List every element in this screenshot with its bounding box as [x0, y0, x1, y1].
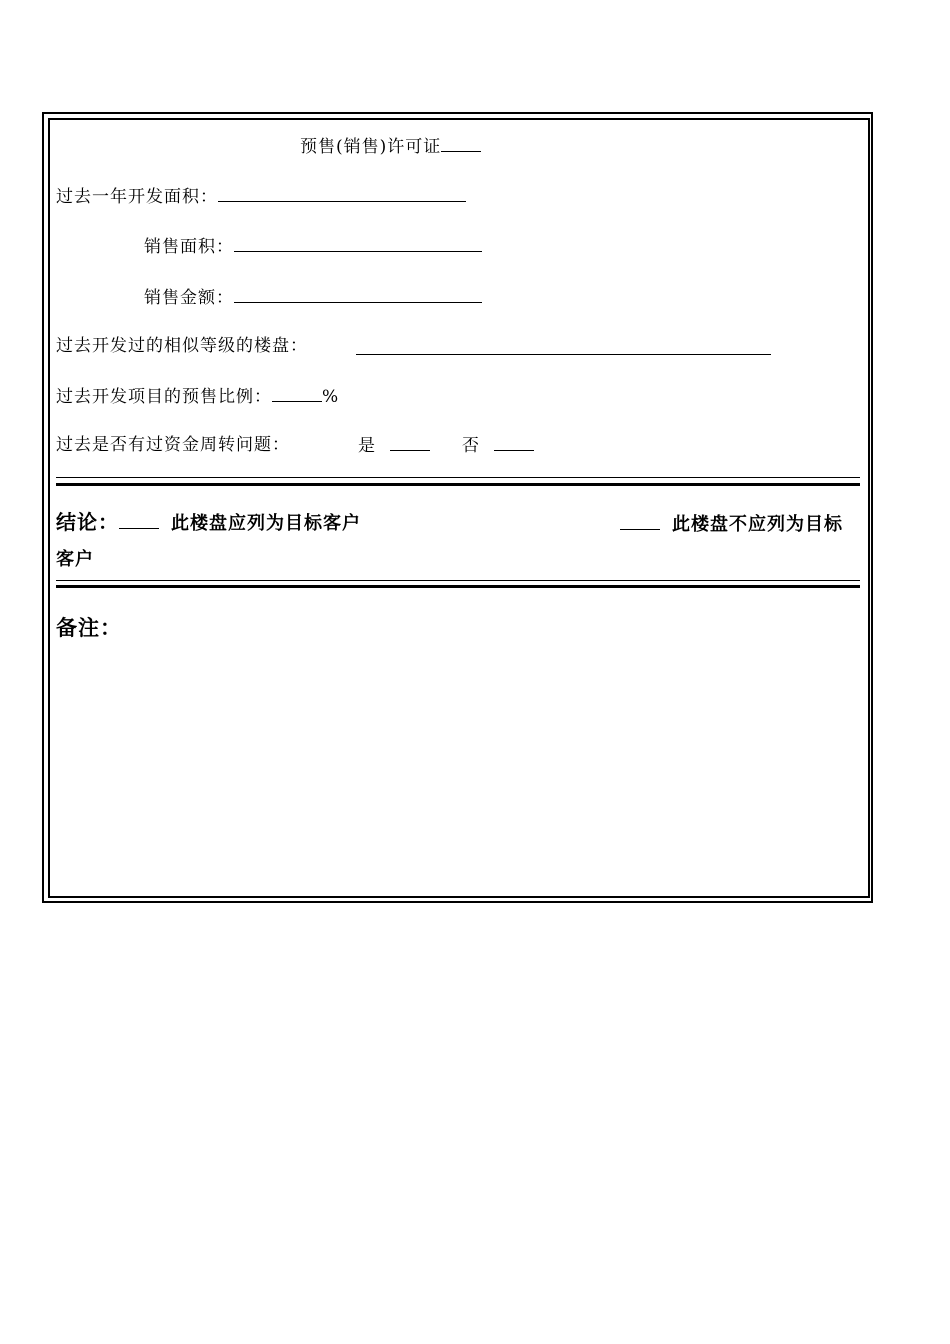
dev-area-blank[interactable]	[218, 186, 466, 202]
sales-amount-label: 销售金额：	[144, 288, 234, 308]
similar-projects-blank[interactable]	[356, 339, 771, 355]
similar-projects-label: 过去开发过的相似等级的楼盘：	[56, 336, 308, 356]
yes-blank[interactable]	[390, 435, 430, 451]
remarks-label: 备注：	[56, 615, 122, 640]
yes-option	[358, 435, 430, 456]
dev-area-row	[56, 186, 466, 207]
conclusion-wrap-row	[56, 550, 94, 570]
conclusion-option-no: 此楼盘不应列为目标	[672, 514, 843, 535]
divider-thick-2	[56, 585, 860, 588]
remarks-row	[56, 616, 122, 640]
permit-row	[300, 136, 481, 157]
no-option	[462, 435, 534, 456]
conclusion-option-no-wrap: 客户	[56, 549, 94, 570]
presale-ratio-label: 过去开发项目的预售比例：	[56, 387, 272, 407]
conclusion-no-row	[620, 514, 843, 535]
percent-sign: %	[322, 387, 340, 407]
sales-area-row	[144, 236, 482, 257]
sales-area-blank[interactable]	[234, 236, 482, 252]
remarks-area[interactable]	[56, 648, 860, 888]
conclusion-no-blank[interactable]	[620, 514, 660, 530]
no-label: 否	[462, 436, 480, 456]
cashflow-label: 过去是否有过资金周转问题：	[56, 435, 290, 455]
sales-area-label: 销售面积：	[144, 237, 234, 257]
permit-blank[interactable]	[441, 136, 481, 152]
yes-label: 是	[358, 436, 376, 456]
divider-thick-1	[56, 483, 860, 486]
similar-projects-row	[56, 336, 308, 356]
divider-thin-1	[56, 477, 860, 478]
divider-thin-2	[56, 580, 860, 581]
conclusion-option-yes: 此楼盘应列为目标客户	[171, 513, 361, 534]
conclusion-row	[56, 512, 361, 534]
no-blank[interactable]	[494, 435, 534, 451]
conclusion-label: 结论：	[56, 510, 119, 534]
conclusion-yes-blank[interactable]	[119, 513, 159, 529]
dev-area-label: 过去一年开发面积：	[56, 187, 218, 207]
sales-amount-blank[interactable]	[234, 287, 482, 303]
presale-ratio-row	[56, 386, 339, 407]
presale-ratio-blank[interactable]	[272, 386, 322, 402]
sales-amount-row	[144, 287, 482, 308]
cashflow-row	[56, 435, 290, 455]
permit-label: 预售(销售)许可证	[300, 137, 442, 157]
